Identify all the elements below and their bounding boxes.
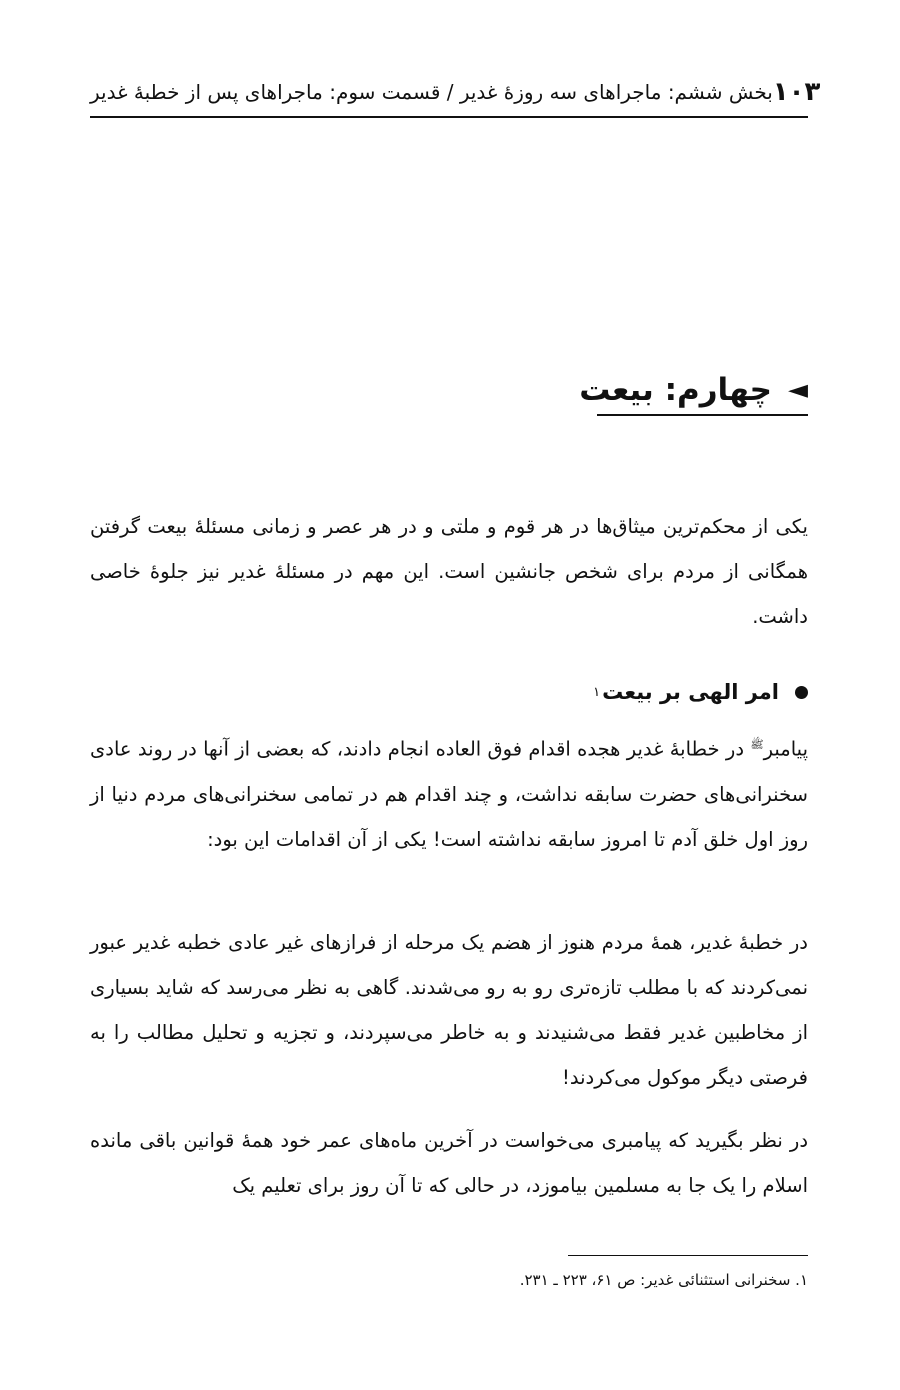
footnote: ۱. سخنرانی استثنائی غدیر: ص ۶۱، ۲۲۳ ـ ۲۳۱. [519, 1271, 808, 1289]
running-header [90, 72, 821, 112]
paragraph-khutba: در خطبهٔ غدیر، همهٔ مردم هنوز از هضم یک مرحله از فرازهای غیر عادی خطبه غدیر عبور نمی‌کردند که با مطلب تازه‌تری رو به رو می‌شدند. گاهی به نظر می‌رسد که شاید بسیاری از مخاطبین غدیر فقط می‌شنیدند و به خاطر می‌سپردند، و تجزیه و تحلیل مطالب را به فرصتی دیگر موکول می‌کردند! [90, 931, 808, 1089]
section-underline [597, 414, 808, 416]
section-heading [579, 360, 808, 420]
triangle-marker-icon: ◄ [788, 375, 808, 405]
header-rule [90, 116, 808, 118]
subheading [593, 680, 808, 704]
paragraph-amr [90, 722, 808, 862]
footnote-reference: ۱ [593, 684, 601, 700]
salawat-ligature: ﷺ [750, 738, 764, 751]
paragraph-amr-rest: در خطابهٔ غدیر هجده اقدام فوق العاده انجام دادند، که بعضی از آنها در روند عادی سخنرانی‌های حضرت سابقه نداشت، و چند اقدام هم در تمامی سخنرانی‌های مردم دنیا از روز اول خلق آدم تا امروز سابقه نداشته است! یکی از آن اقدامات این بود: [90, 737, 808, 851]
intro-paragraph: یکی از محکم‌ترین میثاق‌ها در هر قوم و ملتی و در هر عصر و زمانی مسئلهٔ بیعت گرفتن همگانی از مردم برای شخص جانشین است. این مهم در مسئلهٔ غدیر نیز جلوهٔ خاصی داشت. [90, 515, 808, 628]
page-number: ۱۰۳ [772, 77, 821, 107]
paragraph-amr-lead: پیامبر [763, 737, 808, 761]
section-title: چهارم: بیعت [579, 372, 772, 408]
subheading-title: امر الهی بر بیعت [602, 680, 779, 704]
footnote-rule [568, 1255, 808, 1256]
running-title: بخش ششم: ماجراهای سه روزهٔ غدیر / قسمت سوم: ماجراهای پس از خطبهٔ غدیر [90, 80, 773, 104]
bullet-dot-icon [795, 686, 808, 699]
paragraph-dar-nazar: در نظر بگیرید که پیامبری می‌خواست در آخرین ماه‌های عمر خود همهٔ قوانین باقی مانده اسلام را یک جا به مسلمین بیاموزد، در حالی که تا آن روز برای تعلیم یک [90, 1129, 808, 1197]
